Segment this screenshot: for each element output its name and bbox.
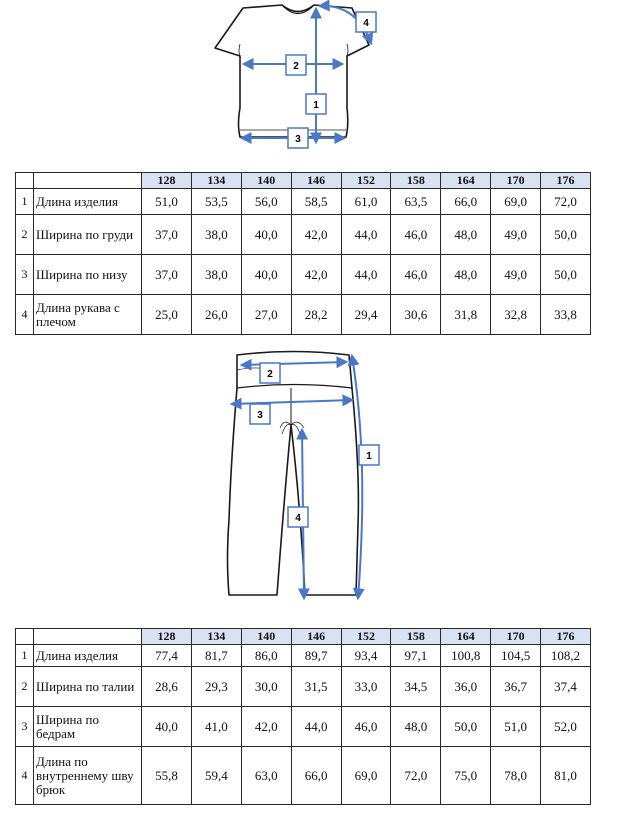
pants-callout-4-label: 4 xyxy=(295,513,301,524)
shirt-size-table xyxy=(15,172,591,335)
callout-4 xyxy=(356,12,376,32)
row-label: Длина по внутреннему шву брюк xyxy=(34,747,142,805)
pants-callout-4 xyxy=(288,507,308,527)
callout-4-label: 4 xyxy=(363,18,369,29)
size-header: 170 xyxy=(491,173,541,189)
table-row: 3 Ширина по низу 37,0 38,0 40,0 42,0 44,0 46,0 48,0 49,0 50,0 xyxy=(16,255,591,295)
callout-2-label: 2 xyxy=(293,61,299,72)
size-header: 158 xyxy=(391,173,441,189)
size-header: 170 xyxy=(491,629,541,645)
size-header: 146 xyxy=(291,629,341,645)
callout-2 xyxy=(286,55,306,75)
pants-callout-1-label: 1 xyxy=(366,451,372,462)
callout-1-label: 1 xyxy=(313,100,319,111)
size-header: 176 xyxy=(541,173,591,189)
table-row: 2 Ширина по груди 37,0 38,0 40,0 42,0 44,0 46,0 48,0 49,0 50,0 xyxy=(16,215,591,255)
row-label: Ширина по груди xyxy=(34,215,142,255)
size-header: 158 xyxy=(391,629,441,645)
row-label: Ширина по талии xyxy=(34,667,142,707)
row-label: Ширина по низу xyxy=(34,255,142,295)
table-row: 2 Ширина по талии 28,6 29,3 30,0 31,5 33,0 34,5 36,0 36,7 37,4 xyxy=(16,667,591,707)
size-header: 176 xyxy=(541,629,591,645)
size-header: 152 xyxy=(341,173,391,189)
row-label: Длина изделия xyxy=(34,645,142,667)
table-row: 4 Длина по внутреннему шву брюк 55,8 59,4 63,0 66,0 69,0 72,0 75,0 78,0 81,0 xyxy=(16,747,591,805)
callout-3-label: 3 xyxy=(295,134,301,145)
table-header-row xyxy=(16,629,591,645)
size-header: 128 xyxy=(142,173,192,189)
table-row: 1 Длина изделия 77,4 81,7 86,0 89,7 93,4 97,1 100,8 104,5 108,2 xyxy=(16,645,591,667)
pants-callout-2 xyxy=(260,363,280,383)
table-row: 4 Длина рукава с плечом 25,0 26,0 27,0 28,2 29,4 30,6 31,8 32,8 33,8 xyxy=(16,295,591,335)
pants-callout-3 xyxy=(250,404,270,424)
row-label: Длина изделия xyxy=(34,189,142,215)
pants-figure xyxy=(220,345,390,610)
size-header: 140 xyxy=(241,173,291,189)
pants-callout-1 xyxy=(359,445,379,465)
pants-callout-3-label: 3 xyxy=(257,410,263,421)
pants-size-table xyxy=(15,628,591,805)
size-header: 164 xyxy=(441,629,491,645)
size-header: 164 xyxy=(441,173,491,189)
table-header-row xyxy=(16,173,591,189)
size-header: 134 xyxy=(191,173,241,189)
size-header: 140 xyxy=(241,629,291,645)
pants-callout-2-label: 2 xyxy=(267,369,273,380)
size-header: 146 xyxy=(291,173,341,189)
tshirt-figure xyxy=(200,0,390,160)
callout-3 xyxy=(288,128,308,148)
pants-outline xyxy=(228,352,359,596)
size-header: 134 xyxy=(191,629,241,645)
row-label: Длина рукава с плечом xyxy=(34,295,142,335)
row-label: Ширина по бедрам xyxy=(34,707,142,747)
size-header: 128 xyxy=(142,629,192,645)
table-row: 3 Ширина по бедрам 40,0 41,0 42,0 44,0 46,0 48,0 50,0 51,0 52,0 xyxy=(16,707,591,747)
callout-1 xyxy=(306,94,326,114)
table-row: 1 Длина изделия 51,0 53,5 56,0 58,5 61,0 63,5 66,0 69,0 72,0 xyxy=(16,189,591,215)
size-header: 152 xyxy=(341,629,391,645)
